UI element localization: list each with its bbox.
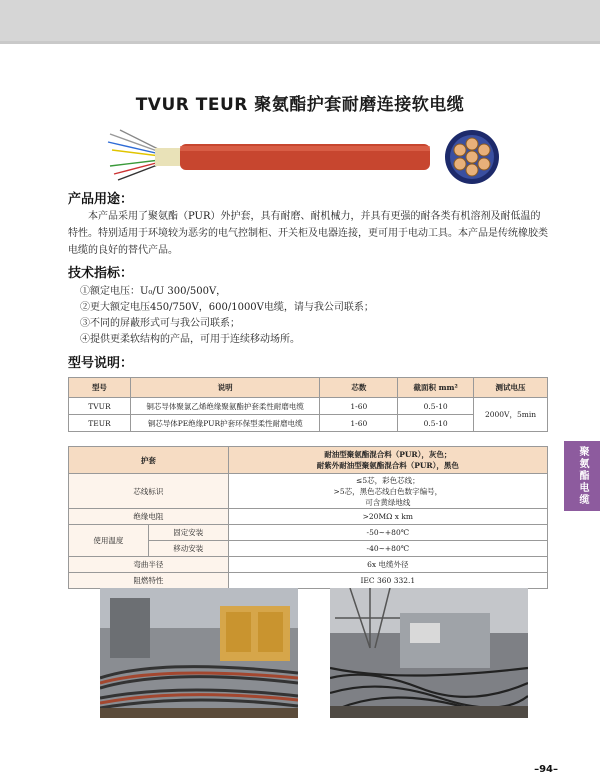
col-header-desc: 说明 [130, 378, 320, 398]
spec-item: ③不同的屏蔽形式可与我公司联系； [80, 318, 240, 329]
col-header-area: 截面积 mm² [398, 378, 474, 398]
test-voltage: 2000V，5min [474, 398, 548, 432]
col-header-cores: 芯数 [320, 378, 398, 398]
photo-industrial-site [100, 588, 298, 718]
top-band [0, 0, 600, 44]
page-title: TVUR TEUR 聚氨酯护套耐磨连接软电缆 [135, 95, 465, 115]
usage-heading: 产品用途： [68, 192, 134, 207]
table-row: TVUR 铜芯导体聚氯乙烯绝缘聚氨酯护套柔性耐磨电缆 1-60 0.5-10 2000V，5min [69, 398, 548, 415]
col-header-voltage: 测试电压 [474, 378, 548, 398]
spec-item: ①额定电压：U₀/U 300/500V， [80, 286, 227, 297]
side-category-tab: 聚氨酯电缆 [564, 441, 600, 511]
usage-text: 本产品采用了聚氨酯（PUR）外护套，具有耐磨、耐机械力，并具有更强的耐各类有机溶剂及耐低温的特性。特别适用于环境较为恶劣的电气控制柜、开关柜及电器连接，更可用于电动工具。本产品是传统橡胶类电缆的良好的替代产品。 [68, 211, 548, 256]
table-row: TEUR 铜芯导体PE绝缘PUR护套环保型柔性耐磨电缆 1-60 0.5-10 [69, 415, 548, 432]
specs-heading: 技术指标： [68, 266, 134, 281]
spec-item: ④提供更柔软结构的产品，可用于连续移动场所。 [80, 334, 300, 345]
specs-list [80, 284, 374, 348]
models-table [68, 377, 548, 432]
col-header-model: 型号 [69, 378, 131, 398]
properties-table: 护套 耐油型聚氨酯混合料（PUR），灰色； 耐紫外耐油型聚氨酯混合料（PUR），黑色 芯线标识 ≤5芯，彩色芯线； >5芯，黑色芯线白色数字编号， 可含黄绿地线 绝缘电阻 >20MΩ x km 使用温度 固定安装 -50~+80℃ 移动安装 -40~+80℃ 弯曲半径 6x 电缆外径 阻燃特性 IEC 360 332.1 [68, 446, 548, 589]
photo-cable-yard [330, 588, 528, 718]
models-heading: 型号说明： [68, 356, 134, 371]
cable-illustration [100, 122, 520, 186]
spec-item: ②更大额定电压450/750V，600/1000V电缆，请与我公司联系； [80, 302, 374, 313]
page-number: –94– [534, 764, 558, 775]
